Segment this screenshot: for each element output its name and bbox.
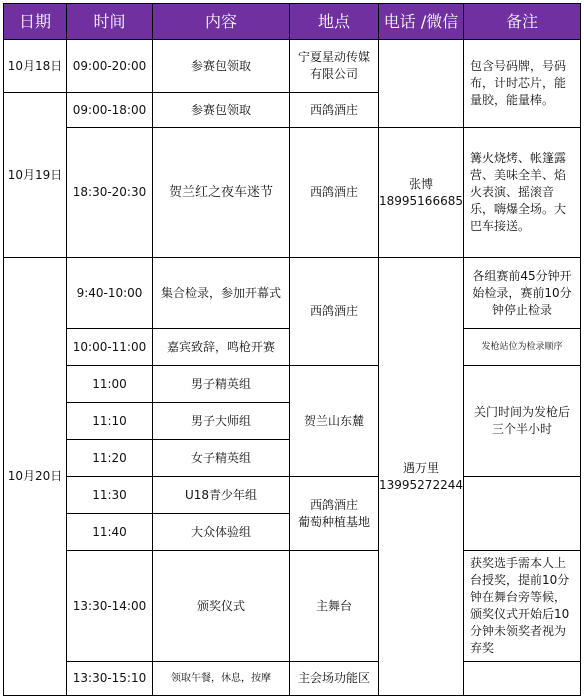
place-cell: 西鸽酒庄: [289, 127, 379, 258]
header-time: 时间: [66, 3, 153, 40]
header-content: 内容: [152, 3, 290, 40]
header-contact: 电话 /微信: [378, 3, 464, 40]
note-cell-empty: [463, 476, 581, 551]
time-cell: 11:30: [66, 476, 153, 514]
contact-cell-empty: [378, 39, 464, 128]
header-date: 日期: [3, 3, 67, 40]
note-cell: 关门时间为发枪后三个半小时: [463, 365, 581, 477]
date-oct19: 10月19日: [3, 92, 67, 258]
content-cell: 贺兰红之夜车迷节: [152, 127, 290, 258]
place-cell: 主舞台: [289, 550, 379, 662]
note-cell: 包含号码牌，号码布，计时芯片，能量胶，能量棒。: [463, 39, 581, 128]
time-cell: 11:20: [66, 439, 153, 477]
note-cell: 发枪站位为检录顺序: [463, 328, 581, 366]
content-cell: U18青少年组: [152, 476, 290, 514]
time-cell: 11:00: [66, 365, 153, 403]
content-cell: 参赛包领取: [152, 92, 290, 128]
date-oct18: 10月18日: [3, 39, 67, 93]
time-cell: 09:00-18:00: [66, 92, 153, 128]
content-cell: 领取午餐，休息，按摩: [152, 661, 290, 696]
time-cell: 9:40-10:00: [66, 257, 153, 329]
content-cell: 参赛包领取: [152, 39, 290, 93]
place-cell: 西鸽酒庄: [289, 257, 379, 366]
content-cell: 女子精英组: [152, 439, 290, 477]
place-cell: 西鸽酒庄 葡萄种植基地: [289, 476, 379, 551]
time-cell: 10:00-11:00: [66, 328, 153, 366]
note-cell: 各组赛前45分钟开始检录，赛前10分钟停止检录: [463, 257, 581, 329]
content-cell: 颁奖仪式: [152, 550, 290, 662]
time-cell: 09:00-20:00: [66, 39, 153, 93]
contact-cell: 张博 18995166685: [378, 127, 464, 258]
place-cell: 主会场功能区: [289, 661, 379, 696]
time-cell: 18:30-20:30: [66, 127, 153, 258]
header-notes: 备注: [463, 3, 581, 40]
place-cell: 宁夏星动传媒 有限公司: [289, 39, 379, 93]
time-cell: 11:40: [66, 513, 153, 551]
date-oct20: 10月20日: [3, 257, 67, 696]
content-cell: 集合检录，参加开幕式: [152, 257, 290, 329]
note-cell: 篝火烧烤、帐篷露营、美味全羊、焰火表演、摇滚音乐，嗨爆全场。大巴车接送。: [463, 127, 581, 258]
content-cell: 嘉宾致辞，鸣枪开赛: [152, 328, 290, 366]
place-cell: 贺兰山东麓: [289, 365, 379, 477]
header-place: 地点: [289, 3, 379, 40]
time-cell: 13:30-14:00: [66, 550, 153, 662]
place-cell: 西鸽酒庄: [289, 92, 379, 128]
content-cell: 男子精英组: [152, 365, 290, 403]
note-cell: 获奖选手需本人上台授奖，提前10分钟在舞台旁等候，颁奖仪式开始后10分钟未领奖者视为弃奖: [463, 550, 581, 662]
contact-cell: 遇万里 13995272244: [378, 257, 464, 696]
time-cell: 13:30-15:10: [66, 661, 153, 696]
content-cell: 男子大师组: [152, 402, 290, 440]
note-cell-empty: [463, 661, 581, 696]
content-cell: 大众体验组: [152, 513, 290, 551]
time-cell: 11:10: [66, 402, 153, 440]
